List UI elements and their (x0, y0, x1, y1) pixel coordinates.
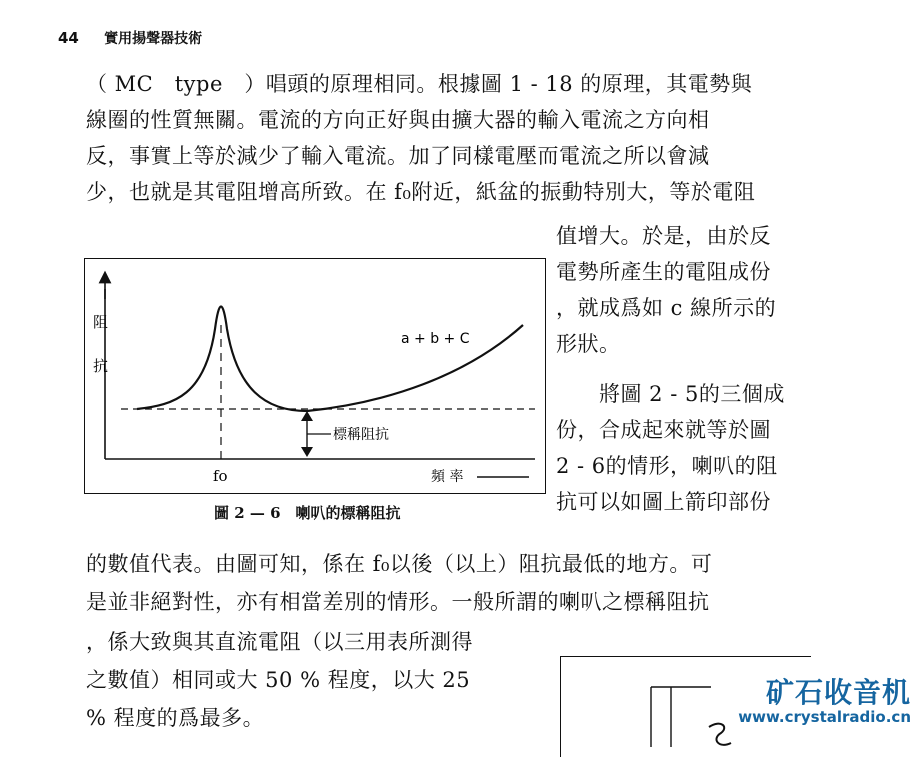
book-title: 實用揚聲器技術 (104, 31, 203, 47)
watermark-url: www.crystalradio.cn (738, 708, 911, 726)
x-axis-label: 頻 率 (431, 469, 464, 485)
curve-label: a + b + C (401, 331, 470, 347)
page-number: 44 (58, 29, 79, 47)
y-axis-label-1: 阻 (93, 313, 109, 331)
nominal-arrow-up (301, 411, 313, 421)
fo-label: fo (213, 467, 228, 485)
impedance-diagram (85, 259, 545, 493)
watermark (738, 678, 911, 726)
coil-icon (709, 724, 731, 745)
body-line: ，係大致與其直流電阻（以三用表所測得 (86, 630, 473, 654)
body-line: 之數值）相同或大 50 % 程度，以大 25 (86, 668, 471, 692)
body-line: 少，也就是其電阻增高所致。在 f₀附近，紙盆的振動特別大，等於電阻 (86, 180, 756, 204)
y-axis-label-2: 抗 (93, 357, 109, 375)
side-line: 份，合成起來就等於圖 (556, 418, 771, 442)
side-line: 值增大。於是，由於反 (556, 224, 771, 248)
side-line: 將圖 2 - 5的三個成 (556, 382, 785, 406)
nominal-impedance-label: 標稱阻抗 (333, 427, 389, 443)
side-line: 電勢所產生的電阻成份 (556, 260, 771, 284)
body-line: （ MC type ）唱頭的原理相同。根據圖 1 - 18 的原理，其電勢與 (86, 72, 753, 96)
figure-caption: 圖 2 — 6 喇叭的標稱阻抗 (214, 504, 401, 522)
body-line: 線圈的性質無關。電流的方向正好與由擴大器的輸入電流之方向相 (86, 108, 710, 132)
impedance-curve (137, 307, 523, 412)
page-header (58, 28, 202, 48)
nominal-arrow-down (301, 447, 313, 457)
side-line: 形狀。 (556, 332, 621, 356)
impedance-figure (84, 258, 546, 494)
side-line: ，就成爲如 c 線所示的 (556, 296, 777, 320)
side-line: 抗可以如圖上箭印部份 (556, 490, 771, 514)
body-line: 的數值代表。由圖可知，係在 f₀以後（以上）阻抗最低的地方。可 (86, 552, 713, 576)
body-line: 反，事實上等於減少了輸入電流。加了同樣電壓而電流之所以會減 (86, 144, 710, 168)
body-line: 是並非絕對性，亦有相當差別的情形。一般所謂的喇叭之標稱阻抗 (86, 590, 710, 614)
body-line: % 程度的爲最多。 (86, 706, 265, 730)
watermark-title: 矿石收音机 (765, 676, 911, 709)
side-line: 2 - 6的情形，喇叭的阻 (556, 454, 778, 478)
